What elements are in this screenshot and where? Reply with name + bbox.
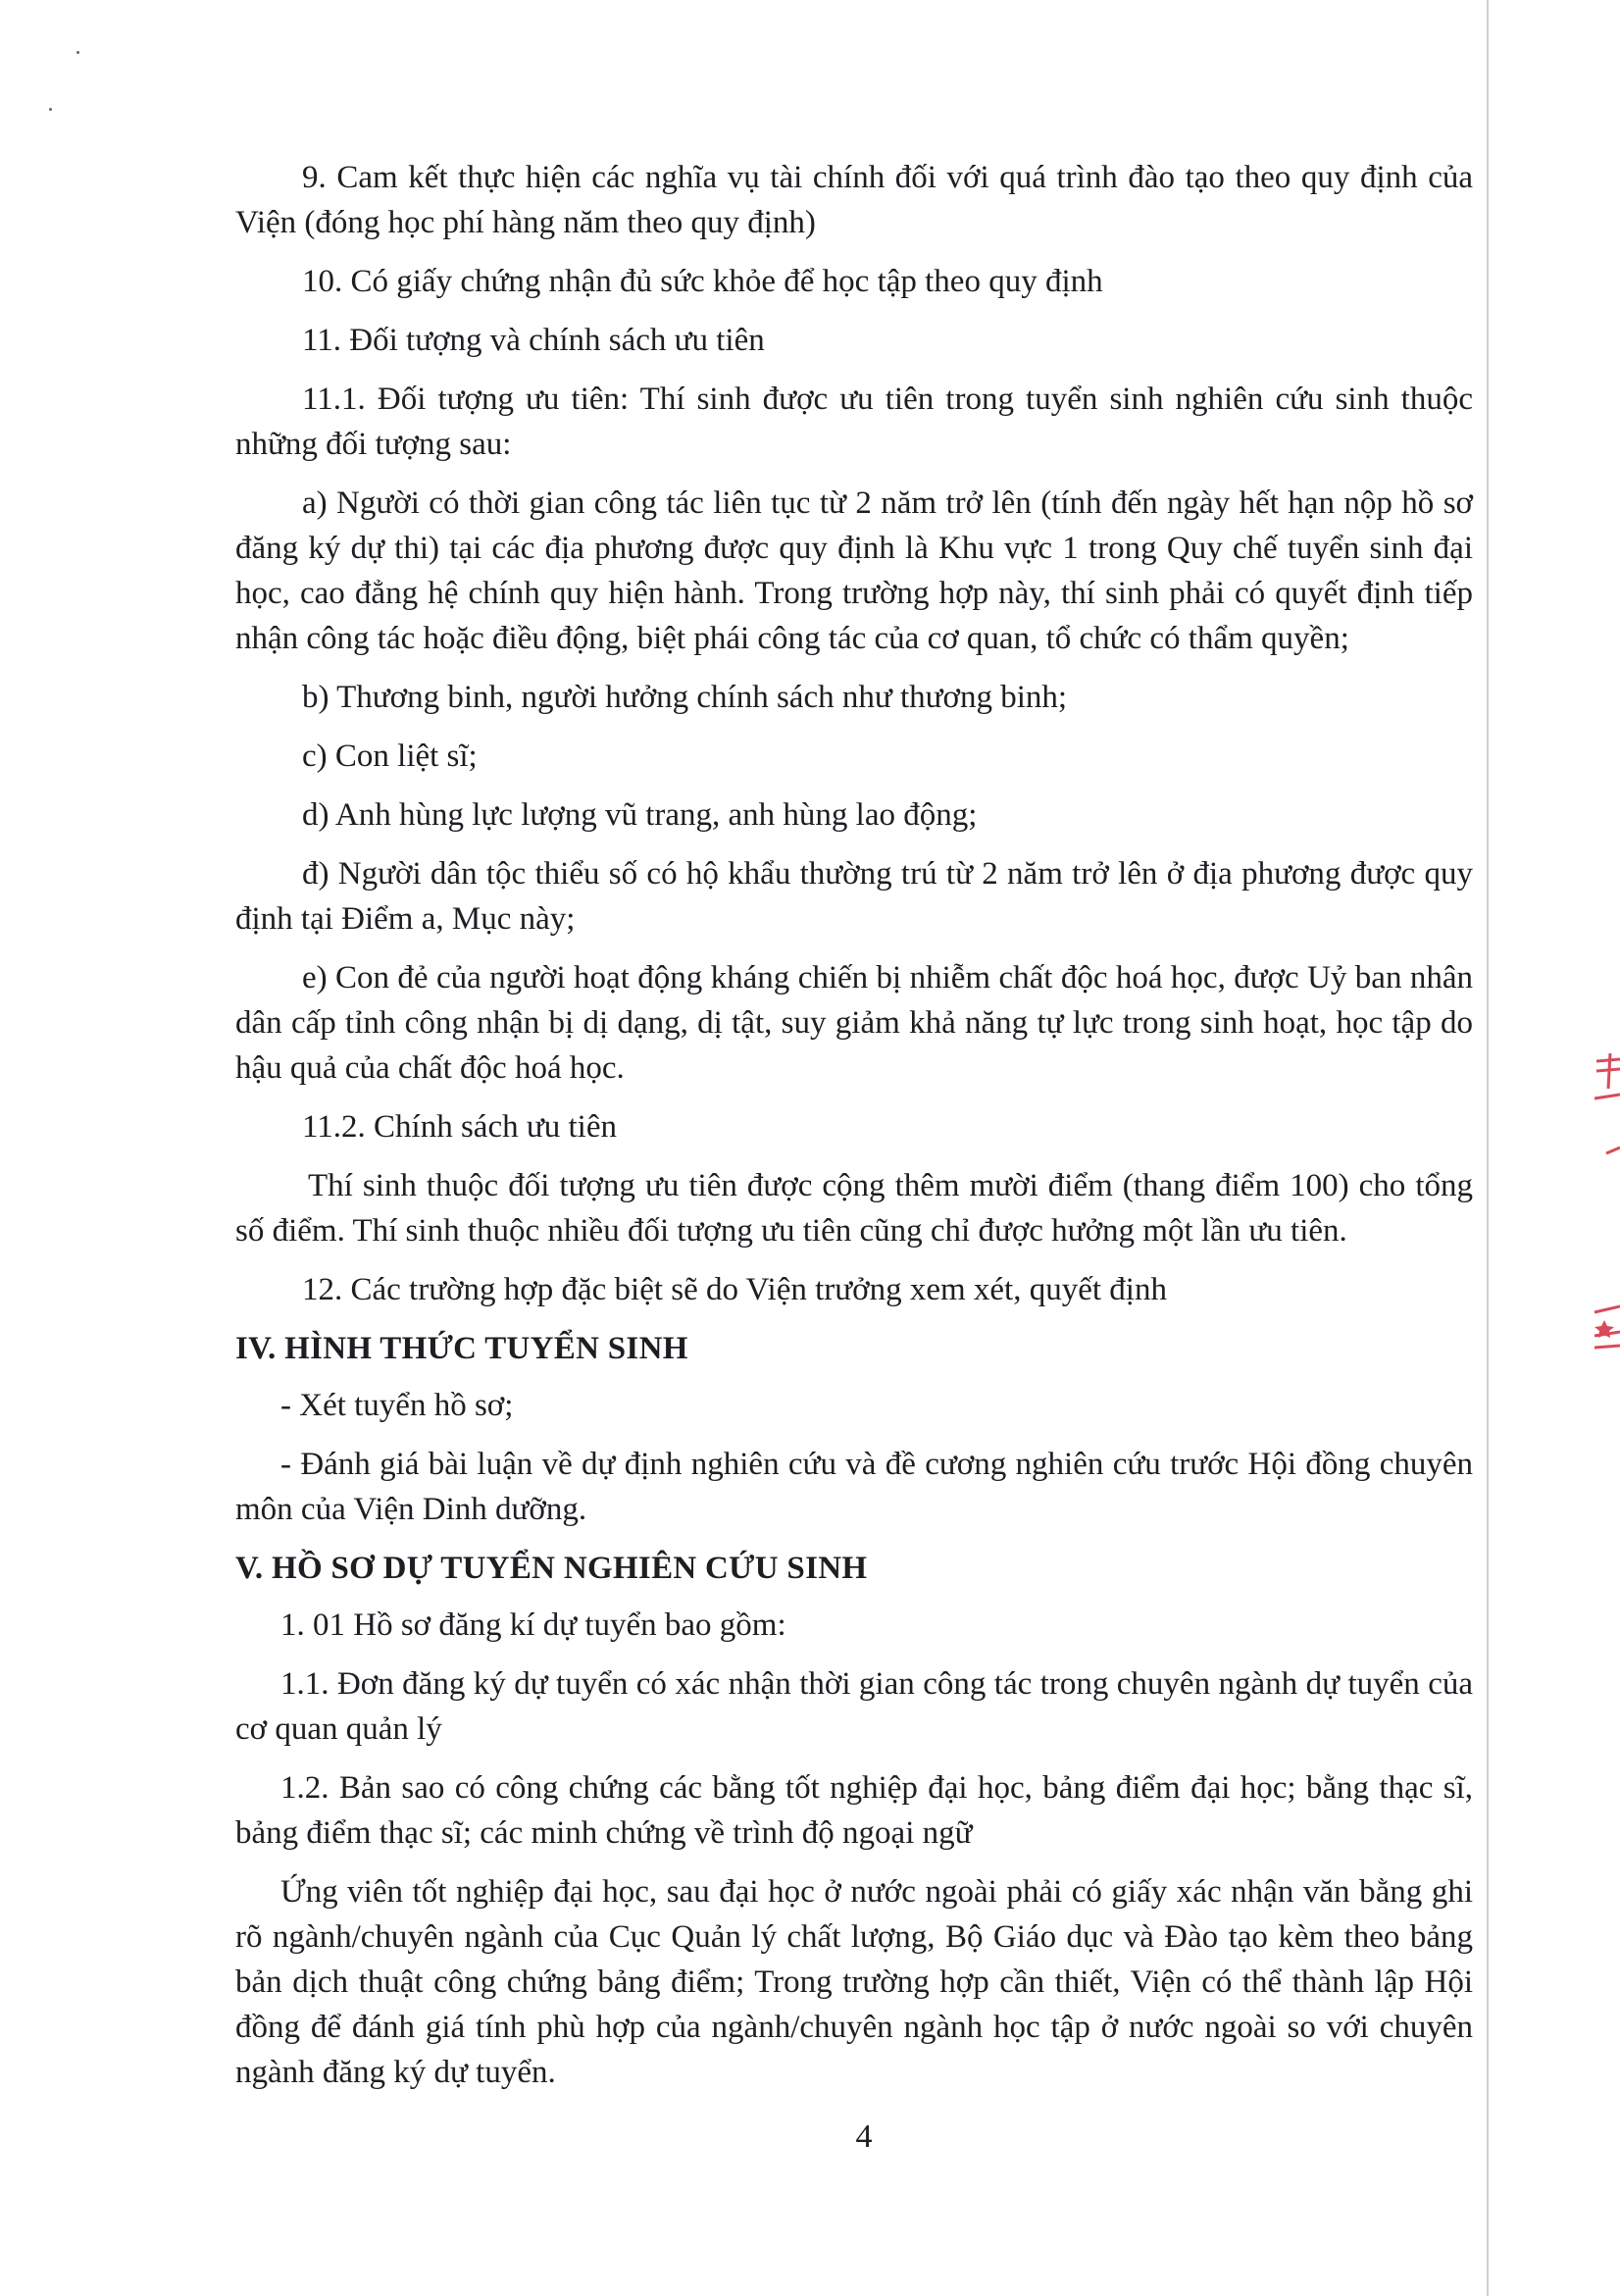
page-number: 4 (855, 2118, 873, 2155)
paragraph-9: 9. Cam kết thực hiện các nghĩa vụ tài chính đối với quá trình đào tạo theo quy định của Viện (đóng học phí hàng năm theo quy định) (235, 160, 1473, 240)
scan-speck (76, 51, 79, 54)
paragraph-d: d) Anh hùng lực lượng vũ trang, anh hùng lao động; (302, 797, 978, 833)
page-edge-line (1487, 0, 1489, 2296)
section-v-foreign-graduates: Ứng viên tốt nghiệp đại học, sau đại học ở nước ngoài phải có giấy xác nhận văn bằng ghi rõ ngành/chuyên ngành của Cục Quản lý chất lượng, Bộ Giáo dục và Đào tạo kèm theo bảng bản dịch thuật công chứng bảng điểm; Trong trường hợp cần thiết, Viện có thể thành lập Hội đồng để đánh giá tính phù hợp của ngành/chuyên ngành học tập ở nước ngoài so với chuyên ngành đăng ký dự tuyển. (235, 1874, 1473, 2090)
scan-speck (49, 108, 52, 111)
section-iv-item-1: - Xét tuyển hồ sơ; (280, 1388, 514, 1423)
section-v-item-1-1: 1.1. Đơn đăng ký dự tuyển có xác nhận thời gian công tác trong chuyên ngành dự tuyển của cơ quan quản lý (235, 1666, 1473, 1747)
section-v-item-1: 1. 01 Hồ sơ đăng kí dự tuyển bao gồm: (280, 1607, 786, 1643)
document-body (235, 155, 1473, 2109)
paragraph-11-1: 11.1. Đối tượng ưu tiên: Thí sinh được ưu tiên trong tuyển sinh nghiên cứu sinh thuộc những đối tượng sau: (235, 382, 1473, 462)
paragraph-dd: đ) Người dân tộc thiểu số có hộ khẩu thường trú từ 2 năm trở lên ở địa phương được quy định tại Điểm a, Mục này; (235, 856, 1473, 937)
paragraph-b: b) Thương binh, người hưởng chính sách như thương binh; (302, 680, 1068, 715)
red-seal-stamp-fragment (1581, 1049, 1620, 1363)
section-iv-item-2: - Đánh giá bài luận về dự định nghiên cứu và đề cương nghiên cứu trước Hội đồng chuyên môn của Viện Dinh dưỡng. (235, 1447, 1473, 1527)
paragraph-e: e) Con đẻ của người hoạt động kháng chiến bị nhiễm chất độc hoá học, được Uỷ ban nhân dân cấp tỉnh công nhận bị dị dạng, dị tật, suy giảm khả năng tự lực trong sinh hoạt, học tập do hậu quả của chất độc hoá học. (235, 960, 1473, 1086)
paragraph-11: 11. Đối tượng và chính sách ưu tiên (302, 323, 765, 358)
paragraph-10: 10. Có giấy chứng nhận đủ sức khỏe để học tập theo quy định (302, 264, 1103, 299)
paragraph-11-2-body: Thí sinh thuộc đối tượng ưu tiên được cộng thêm mười điểm (thang điểm 100) cho tổng số điểm. Thí sinh thuộc nhiều đối tượng ưu tiên cũng chỉ được hưởng một lần ưu tiên. (235, 1168, 1473, 1249)
section-v-item-1-2: 1.2. Bản sao có công chứng các bằng tốt nghiệp đại học, bảng điểm đại học; bằng thạc sĩ, bảng điểm thạc sĩ; các minh chứng về trình độ ngoại ngữ (235, 1770, 1473, 1851)
paragraph-11-2: 11.2. Chính sách ưu tiên (302, 1109, 617, 1145)
paragraph-12: 12. Các trường hợp đặc biệt sẽ do Viện trưởng xem xét, quyết định (302, 1272, 1167, 1307)
section-iv-heading: IV. HÌNH THỨC TUYỂN SINH (235, 1331, 688, 1366)
paragraph-a: a) Người có thời gian công tác liên tục từ 2 năm trở lên (tính đến ngày hết hạn nộp hồ sơ đăng ký dự thi) tại các địa phương được quy định là Khu vực 1 trong Quy chế tuyển sinh đại học, cao đẳng hệ chính quy hiện hành. Trong trường hợp này, thí sinh phải có quyết định tiếp nhận công tác hoặc điều động, biệt phái công tác của cơ quan, tổ chức có thẩm quyền; (235, 485, 1473, 656)
section-v-heading: V. HỒ SƠ DỰ TUYỂN NGHIÊN CỨU SINH (235, 1551, 868, 1586)
paragraph-c: c) Con liệt sĩ; (302, 739, 478, 774)
